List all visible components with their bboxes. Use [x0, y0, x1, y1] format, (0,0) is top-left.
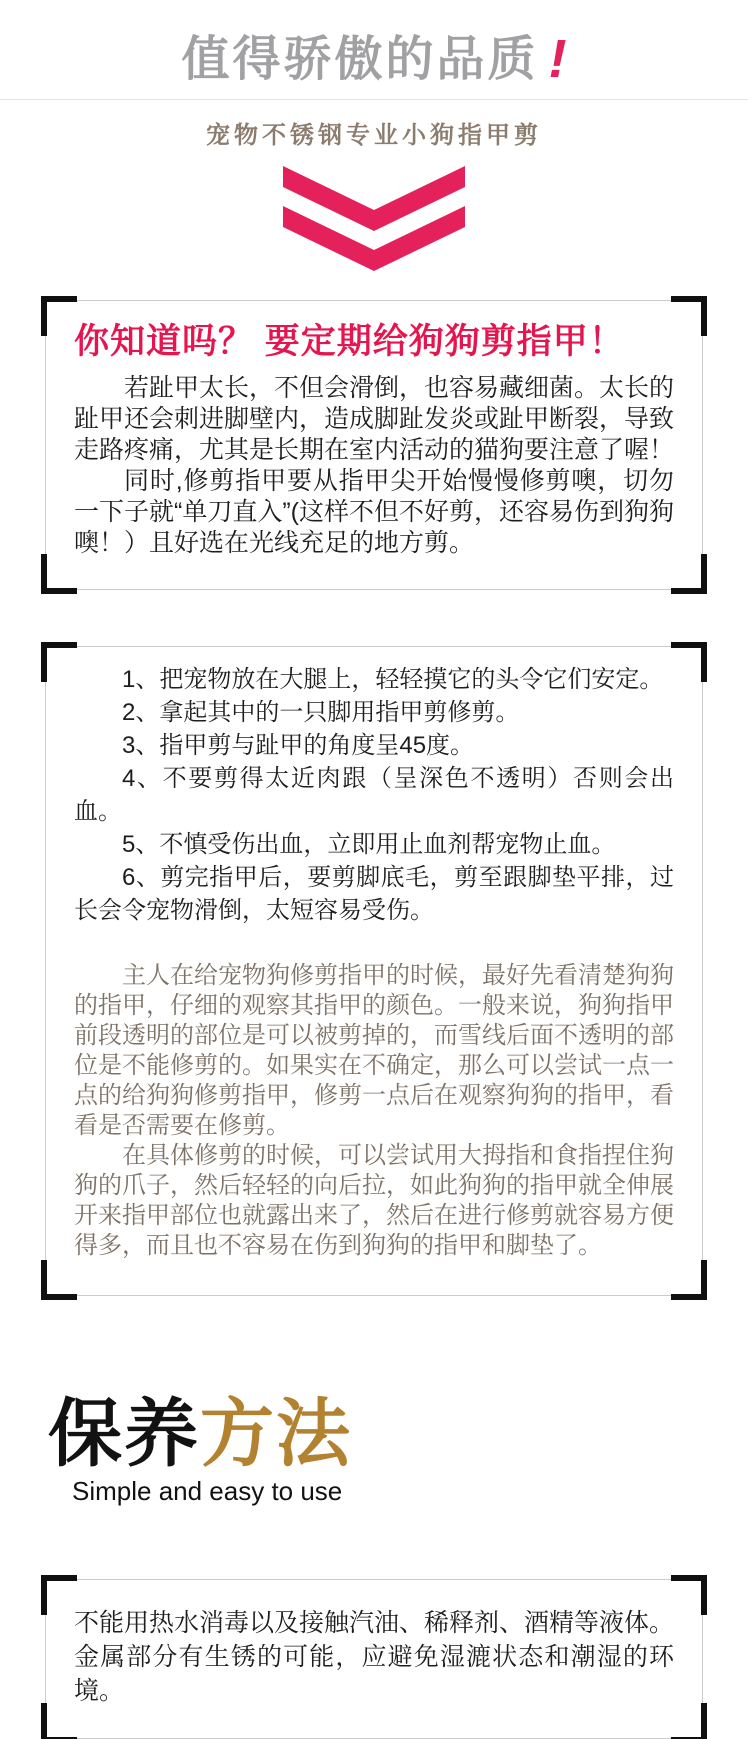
corner-bracket-icon: [41, 642, 77, 682]
quality-header: [0, 0, 748, 272]
step-item: 5、不慎受伤出血，立即用止血剂帮宠物止血。: [122, 831, 616, 858]
know-box-paragraph: 若趾甲太长，不但会滑倒，也容易藏细菌。太长的趾甲还会刺进脚壁内，造成脚趾发炎或趾甲断裂，导致走路疼痛，尤其是长期在室内活动的猫狗要注意了喔！: [74, 374, 675, 464]
product-subtitle: 宠物不锈钢专业小狗指甲剪: [206, 122, 542, 149]
care-title-gold: 方法: [200, 1392, 352, 1475]
page-title: [0, 28, 748, 90]
advice-paragraph: 主人在给宠物狗修剪指甲的时候，最好先看清楚狗狗的指甲，仔细的观察其指甲的颜色。一般来说，狗狗指甲前段透明的部位是可以被剪掉的，而雪线后面不透明的部位是不能修剪的。如果实在不确定，那么可以尝试一点一点的给狗狗修剪指甲，修剪一点后在观察狗狗的指甲，看看是否需要在修剪。: [74, 962, 674, 1139]
step-item: 3、指甲剪与趾甲的角度呈45度。: [122, 732, 475, 759]
advice-paragraph: 在具体修剪的时候，可以尝试用大拇指和食指捏住狗狗的爪子，然后轻轻的向后拉，如此狗狗的指甲就全伸展开来指甲部位也就露出来了，然后在进行修剪就容易方便得多，而且也不容易在伤到狗狗的指甲和脚垫了。: [74, 1142, 674, 1259]
care-instruction-line: 金属部分有生锈的可能，应避免湿漉状态和潮湿的环境。: [74, 1643, 674, 1705]
care-box: [45, 1579, 703, 1739]
know-box: [45, 300, 703, 590]
corner-bracket-icon: [671, 554, 707, 594]
corner-bracket-icon: [41, 1575, 77, 1615]
spacer: [74, 927, 674, 961]
corner-bracket-icon: [671, 296, 707, 336]
know-box-heading: 你知道吗？ 要定期给狗狗剪指甲！: [74, 322, 625, 361]
step-item: 2、拿起其中的一只脚用指甲剪修剪。: [122, 699, 520, 726]
double-chevron-down-icon: [0, 166, 748, 272]
corner-bracket-icon: [41, 1703, 77, 1739]
step-item: 6、剪完指甲后，要剪脚底毛，剪至跟脚垫平排，过长会令宠物滑倒，太短容易受伤。: [74, 864, 674, 924]
corner-bracket-icon: [671, 1703, 707, 1739]
corner-bracket-icon: [41, 1260, 77, 1300]
care-section-title: [48, 1392, 748, 1507]
corner-bracket-icon: [671, 1260, 707, 1300]
corner-bracket-icon: [671, 642, 707, 682]
header-divider: [0, 99, 748, 100]
care-instruction-line: 不能用热水消毒以及接触汽油、稀释剂、酒精等液体。: [74, 1609, 675, 1637]
care-subtitle-en: Simple and easy to use: [72, 1476, 343, 1506]
care-title-black: 保养: [48, 1392, 200, 1475]
steps-box: [45, 646, 703, 1296]
corner-bracket-icon: [671, 1575, 707, 1615]
step-item: 4、不要剪得太近肉跟（呈深色不透明）否则会出血。: [74, 765, 674, 825]
corner-bracket-icon: [41, 554, 77, 594]
step-item: 1、把宠物放在大腿上，轻轻摸它的头令它们安定。: [122, 666, 664, 693]
care-title: [48, 1392, 748, 1475]
corner-bracket-icon: [41, 296, 77, 336]
page-title-text: 值得骄傲的品质: [181, 33, 539, 86]
know-box-paragraph: 同时,修剪指甲要从指甲尖开始慢慢修剪噢，切勿一下子就“单刀直入”(这样不但不好剪，还容易伤到狗狗噢！）且好选在光线充足的地方剪。: [74, 467, 674, 557]
exclamation-accent: !: [548, 29, 567, 89]
